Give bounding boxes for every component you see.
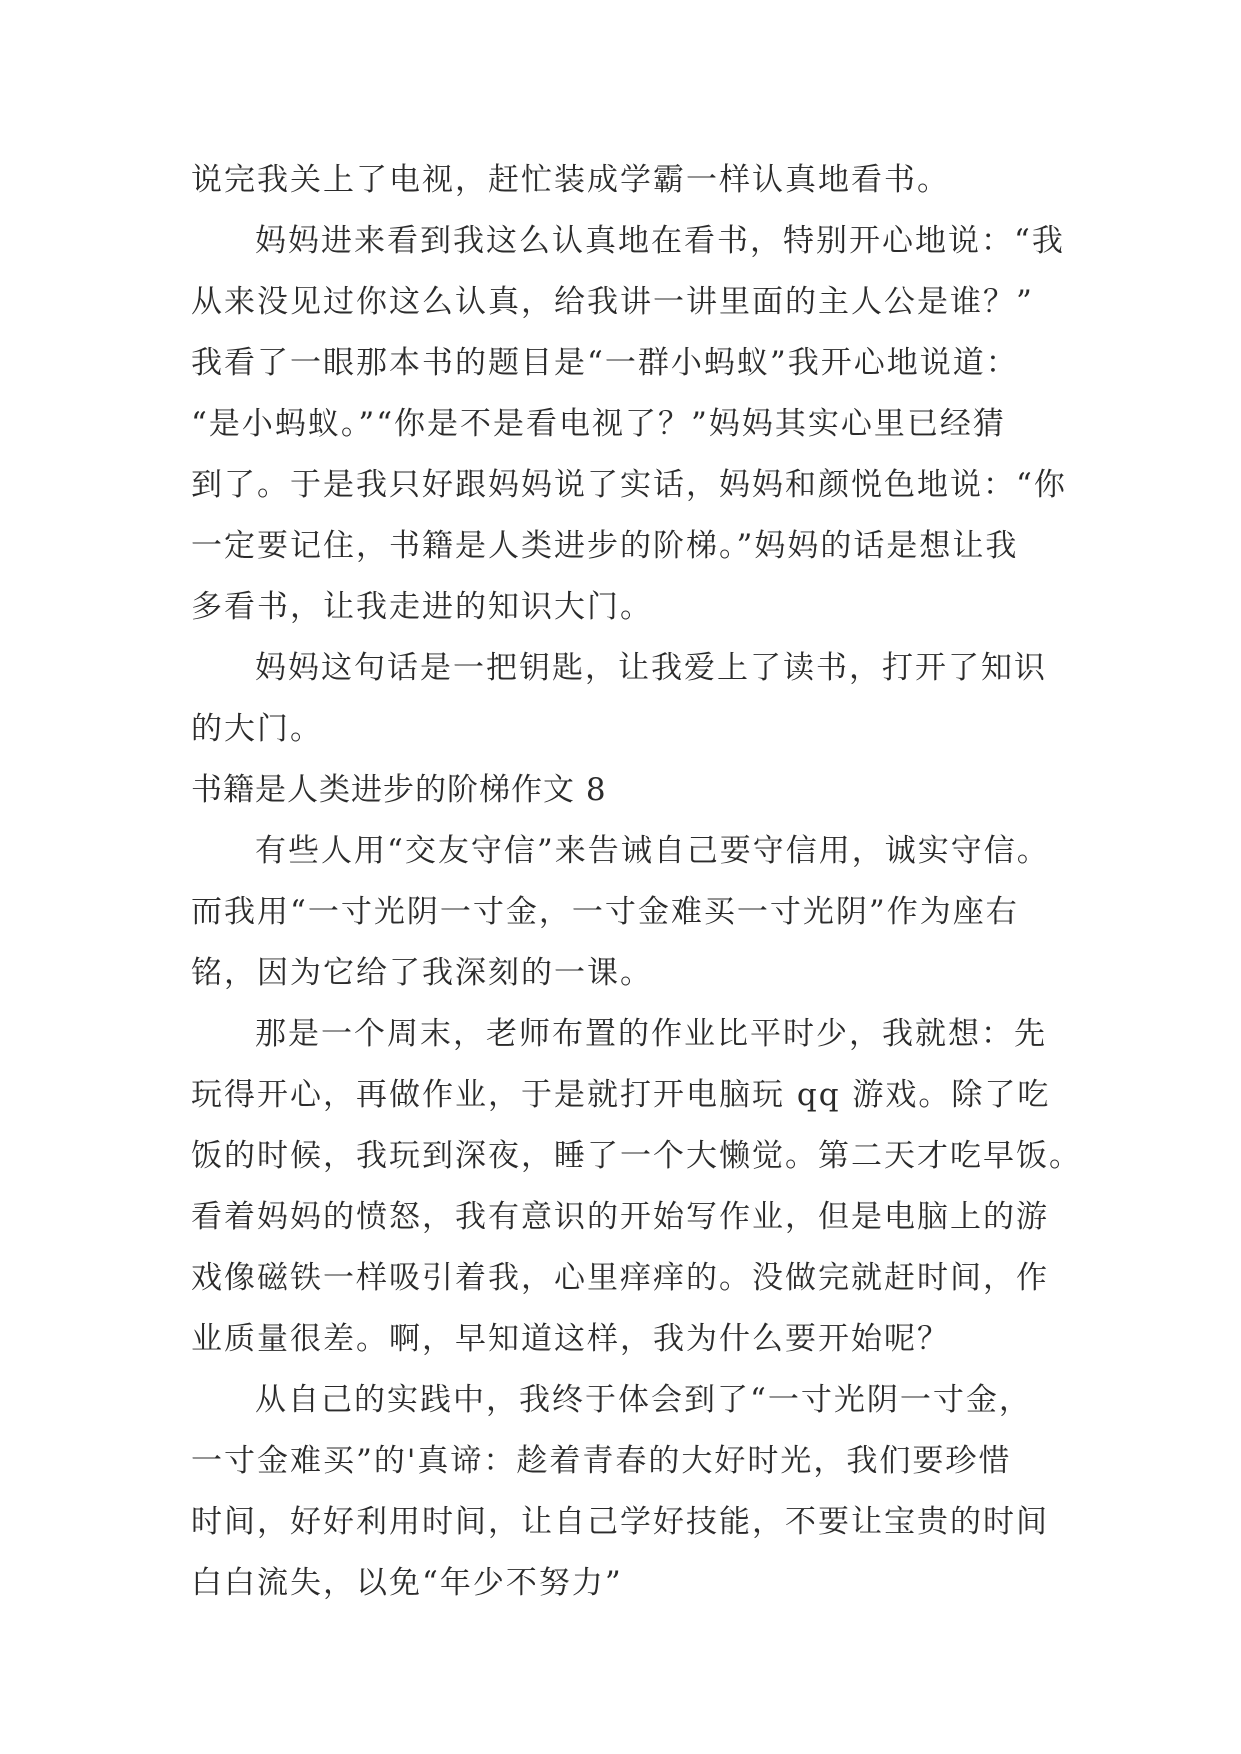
text-line: 从自己的实践中，我终于体会到了“一寸光阴一寸金，: [255, 1382, 1032, 1418]
text-line: 妈妈进来看到我这么认真地在看书，特别开心地说：“我: [255, 223, 1065, 259]
text-line: 时间，好好利用时间，让自己学好技能，不要让宝贵的时间: [191, 1504, 1049, 1540]
text-line: 妈妈这句话是一把钥匙，让我爱上了读书，打开了知识: [255, 650, 1047, 686]
text-line: 多看书，让我走进的知识大门。: [191, 589, 653, 625]
text-line: 玩得开心，再做作业，于是就打开电脑玩 qq 游戏。除了吃: [191, 1077, 1051, 1113]
text-line: 的大门。: [191, 711, 323, 747]
text-line: 饭的时候，我玩到深夜，睡了一个大懒觉。第二天才吃早饭。: [191, 1138, 1082, 1174]
section-heading: 书籍是人类进步的阶梯作文 8: [191, 772, 607, 808]
text-line: 戏像磁铁一样吸引着我，心里痒痒的。没做完就赶时间，作: [191, 1260, 1049, 1296]
text-line: 业质量很差。啊，早知道这样，我为什么要开始呢？: [191, 1321, 950, 1357]
text-line: 说完我关上了电视，赶忙装成学霸一样认真地看书。: [191, 162, 950, 198]
text-line: “是小蚂蚁。”“你是不是看电视了？”妈妈其实心里已经猜: [191, 406, 1006, 442]
text-line: 有些人用“交友守信”来告诫自己要守信用，诚实守信。: [255, 833, 1050, 869]
text-line: 而我用“一寸光阴一寸金，一寸金难买一寸光阴”作为座右: [191, 894, 1019, 930]
text-line: 白白流失，以免“年少不努力”: [191, 1565, 623, 1601]
text-line: 一寸金难买”的'真谛：趁着青春的大好时光，我们要珍惜: [191, 1443, 1012, 1479]
text-line: 一定要记住，书籍是人类进步的阶梯。”妈妈的话是想让我: [191, 528, 1019, 564]
text-line: 从来没见过你这么认真，给我讲一讲里面的主人公是谁？”: [191, 284, 1034, 320]
text-line: 铭，因为它给了我深刻的一课。: [191, 955, 653, 991]
text-line: 到了。于是我只好跟妈妈说了实话，妈妈和颜悦色地说：“你: [191, 467, 1067, 503]
text-line: 我看了一眼那本书的题目是“一群小蚂蚁”我开心地说道：: [191, 345, 1019, 381]
text-line: 看着妈妈的愤怒，我有意识的开始写作业，但是电脑上的游: [191, 1199, 1049, 1235]
text-line: 那是一个周末，老师布置的作业比平时少，我就想：先: [255, 1016, 1047, 1052]
document-body: [191, 150, 1082, 1614]
